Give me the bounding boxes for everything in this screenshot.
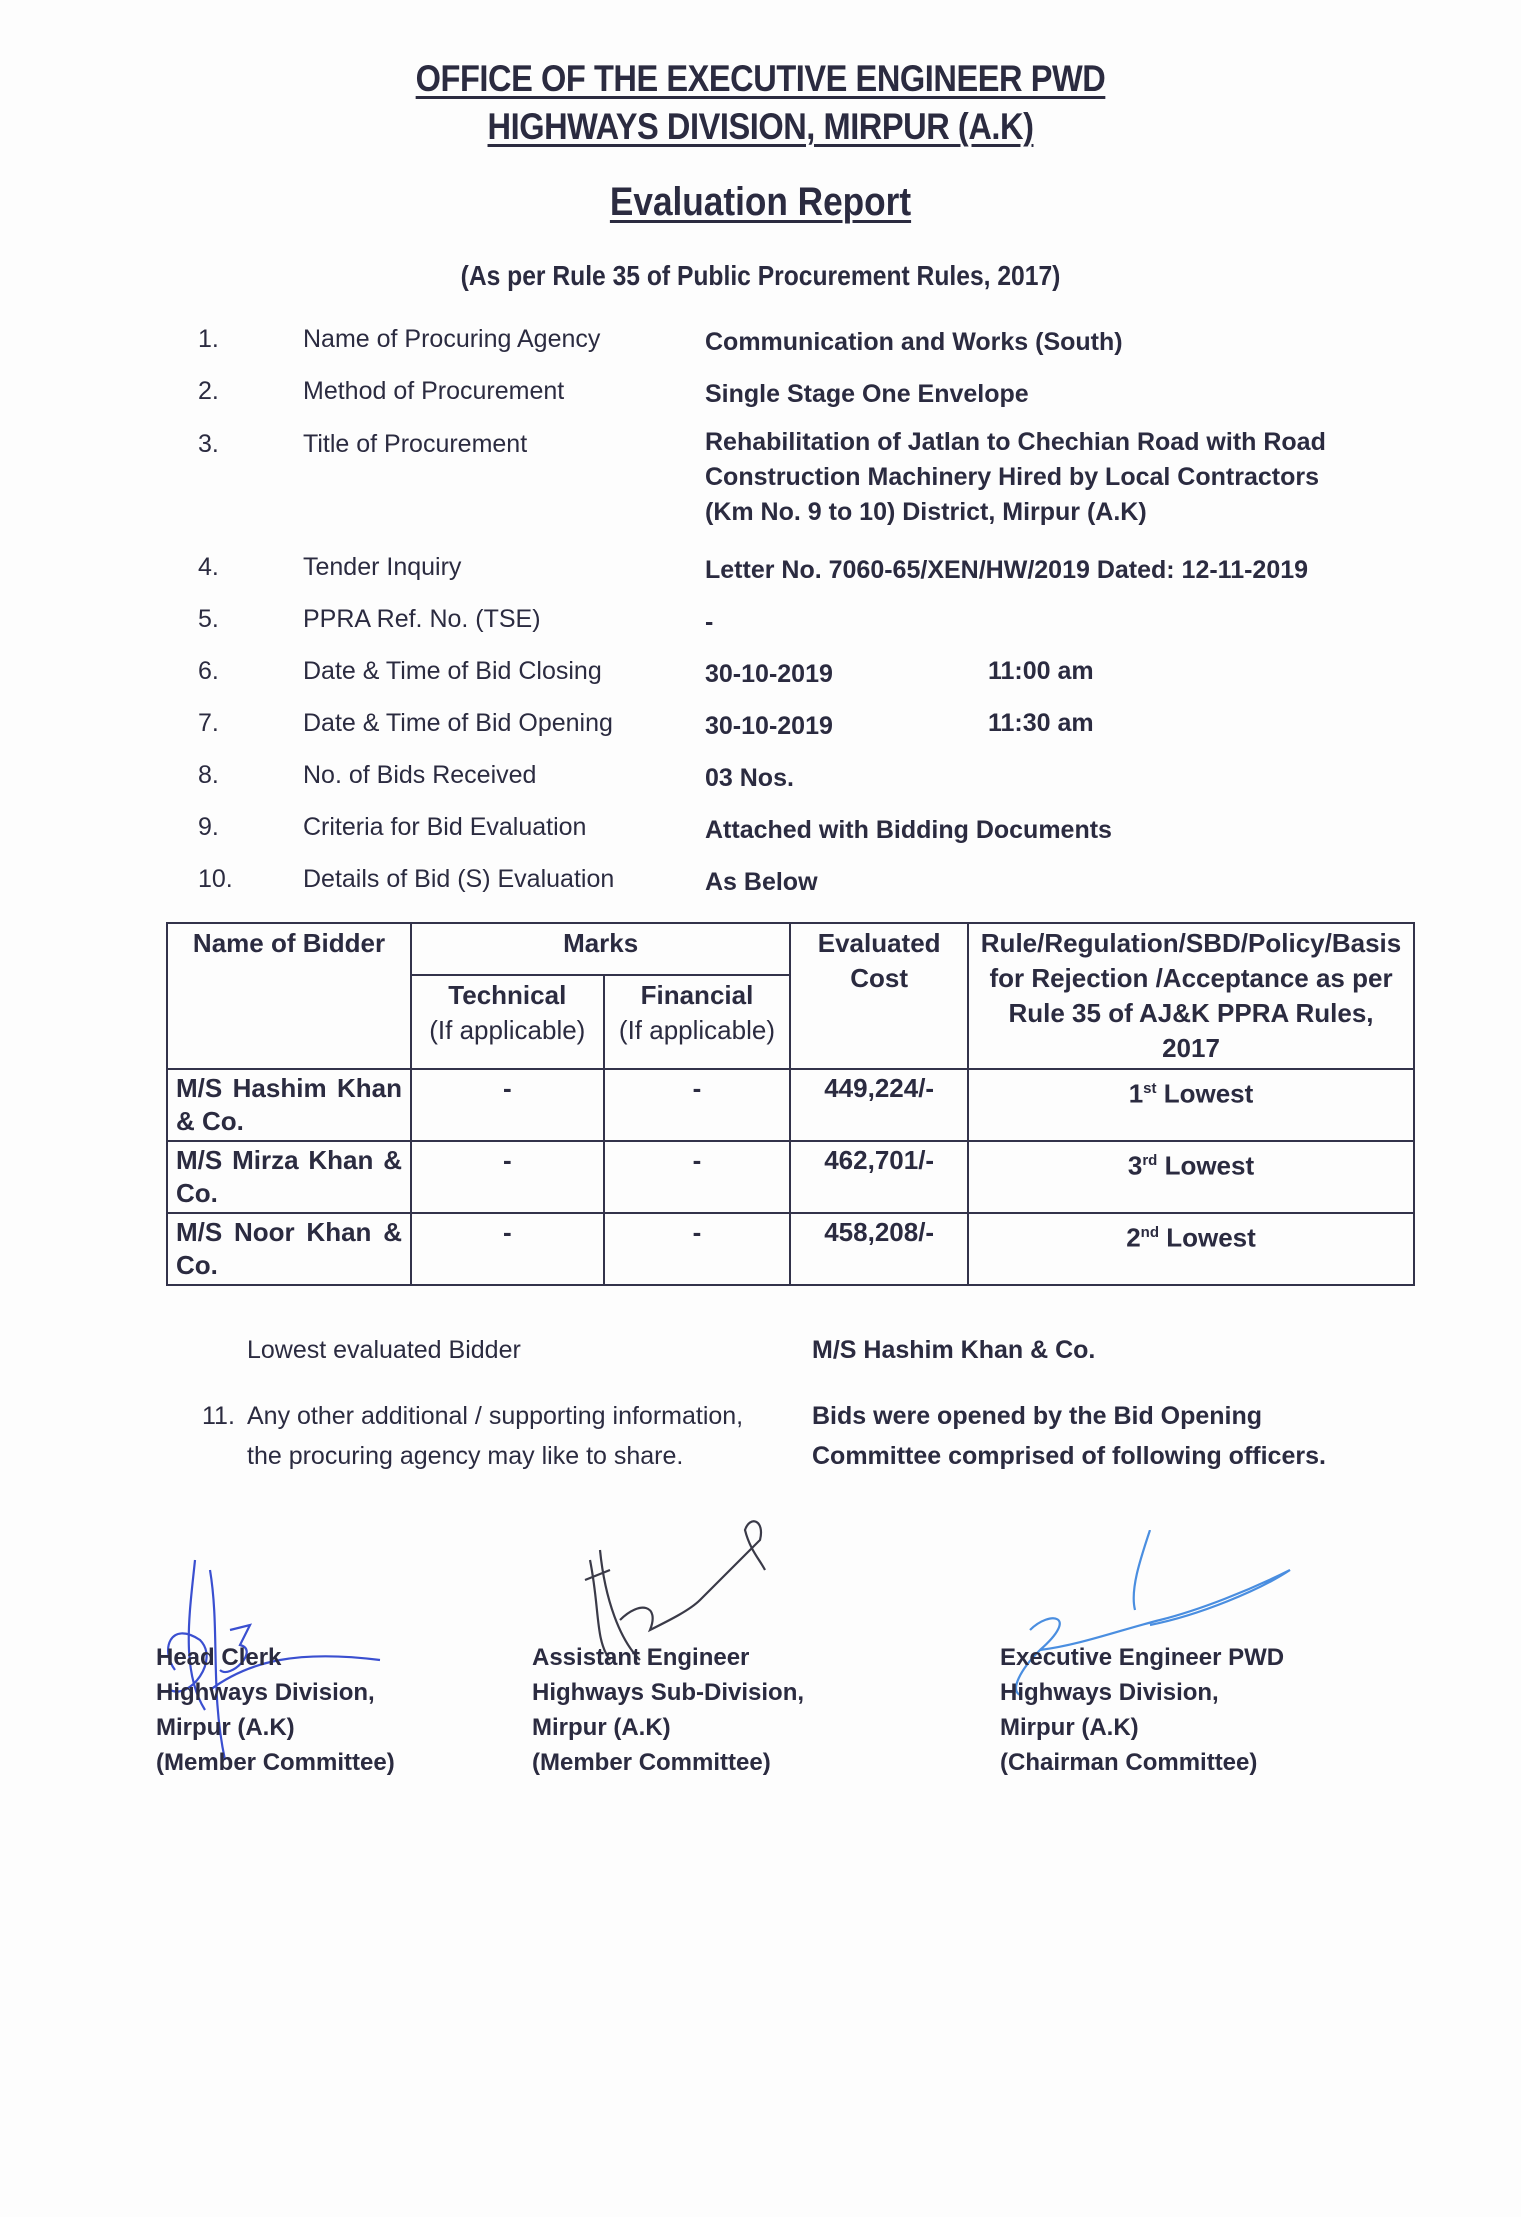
table-header-row xyxy=(167,923,1414,975)
table-row xyxy=(167,1069,1414,1141)
bidder-name: M/S Mirza Khan & Co. xyxy=(167,1141,411,1213)
item-date: 30-10-2019 xyxy=(705,660,833,688)
item-value: Attached with Bidding Documents xyxy=(705,816,1112,844)
item-label: Tender Inquiry xyxy=(303,553,462,581)
bidder-name: M/S Hashim Khan & Co. xyxy=(167,1069,411,1141)
signatory-head-clerk: Head Clerk Highways Division, Mirpur (A.K) (Member Committee) xyxy=(156,1644,395,1776)
evaluated-cost: 449,224/- xyxy=(790,1069,968,1141)
item-date: 30-10-2019 xyxy=(705,712,833,740)
item-11-number: 11. xyxy=(202,1402,235,1430)
table-row xyxy=(167,1213,1414,1285)
rank: 1st Lowest xyxy=(968,1069,1414,1141)
header-basis: Rule/Regulation/SBD/Policy/Basis for Rejection /Acceptance as per Rule 35 of AJ&K PPRA Rules, 2017 xyxy=(968,923,1414,1069)
technical-marks: - xyxy=(411,1213,604,1285)
office-title-line1: OFFICE OF THE EXECUTIVE ENGINEER PWD xyxy=(415,58,1106,99)
item-label: Criteria for Bid Evaluation xyxy=(303,813,587,841)
evaluated-cost: 462,701/- xyxy=(790,1141,968,1213)
office-title-line2: HIGHWAYS DIVISION, MIRPUR (A.K) xyxy=(487,106,1034,147)
financial-marks: - xyxy=(604,1069,791,1141)
item-label: Details of Bid (S) Evaluation xyxy=(303,865,615,893)
item-value: As Below xyxy=(705,868,818,896)
signatory-executive-engineer: Executive Engineer PWD Highways Division, Mirpur (A.K) (Chairman Committee) xyxy=(1000,1644,1285,1776)
evaluated-cost: 458,208/- xyxy=(790,1213,968,1285)
item-value: Single Stage One Envelope xyxy=(705,380,1029,408)
item-value: Communication and Works (South) xyxy=(705,328,1123,356)
rank: 3rd Lowest xyxy=(968,1141,1414,1213)
signatory-assistant-engineer: Assistant Engineer Highways Sub-Division, Mirpur (A.K) (Member Committee) xyxy=(532,1644,805,1776)
bidder-name: M/S Noor Khan & Co. xyxy=(167,1213,411,1285)
item-number: 9. xyxy=(198,813,219,841)
header-technical: Technical (If applicable) xyxy=(411,975,604,1069)
item-label: No. of Bids Received xyxy=(303,761,537,789)
item-label: Date & Time of Bid Closing xyxy=(303,657,602,685)
technical-marks: - xyxy=(411,1069,604,1141)
item-time: 11:00 am xyxy=(988,657,1094,685)
technical-marks: - xyxy=(411,1141,604,1213)
header-financial: Financial (If applicable) xyxy=(604,975,791,1069)
item-number: 3. xyxy=(198,430,219,458)
item-label: Name of Procuring Agency xyxy=(303,325,601,353)
table-row xyxy=(167,1141,1414,1213)
report-subtitle: (As per Rule 35 of Public Procurement Rules, 2017) xyxy=(460,260,1061,291)
item-label: Method of Procurement xyxy=(303,377,565,405)
header-marks: Marks xyxy=(411,923,790,975)
item-label: PPRA Ref. No. (TSE) xyxy=(303,605,541,633)
item-value: Letter No. 7060-65/XEN/HW/2019 Dated: 12-11-2019 xyxy=(705,556,1309,584)
financial-marks: - xyxy=(604,1213,791,1285)
item-value: Rehabilitation of Jatlan to Chechian Road with Road Construction Machinery Hired by Local Contractors (Km No. 9 to 10) District, Mirpur (A.K) xyxy=(705,428,1326,526)
financial-marks: - xyxy=(604,1141,791,1213)
header-name-of-bidder: Name of Bidder xyxy=(167,923,411,1069)
item-number: 4. xyxy=(198,553,219,581)
lowest-bidder-label: Lowest evaluated Bidder xyxy=(247,1336,521,1364)
item-value: - xyxy=(705,608,714,636)
item-11-value: Bids were opened by the Bid Opening Committee comprised of following officers. xyxy=(812,1402,1326,1470)
item-number: 1. xyxy=(198,325,219,353)
item-number: 5. xyxy=(198,605,219,633)
item-number: 2. xyxy=(198,377,219,405)
rank: 2nd Lowest xyxy=(968,1213,1414,1285)
item-number: 10. xyxy=(198,865,233,893)
header-evaluated-cost: Evaluated Cost xyxy=(790,923,968,1069)
item-time: 11:30 am xyxy=(988,709,1094,737)
report-title: Evaluation Report xyxy=(609,180,912,224)
lowest-bidder-value: M/S Hashim Khan & Co. xyxy=(812,1336,1096,1364)
item-label: Date & Time of Bid Opening xyxy=(303,709,613,737)
item-number: 8. xyxy=(198,761,219,789)
item-11-label: Any other additional / supporting information, the procuring agency may like to share. xyxy=(247,1402,744,1470)
item-number: 7. xyxy=(198,709,219,737)
bid-evaluation-table xyxy=(166,922,1415,1286)
item-label: Title of Procurement xyxy=(303,430,528,458)
item-value: 03 Nos. xyxy=(705,764,794,792)
item-number: 6. xyxy=(198,657,219,685)
